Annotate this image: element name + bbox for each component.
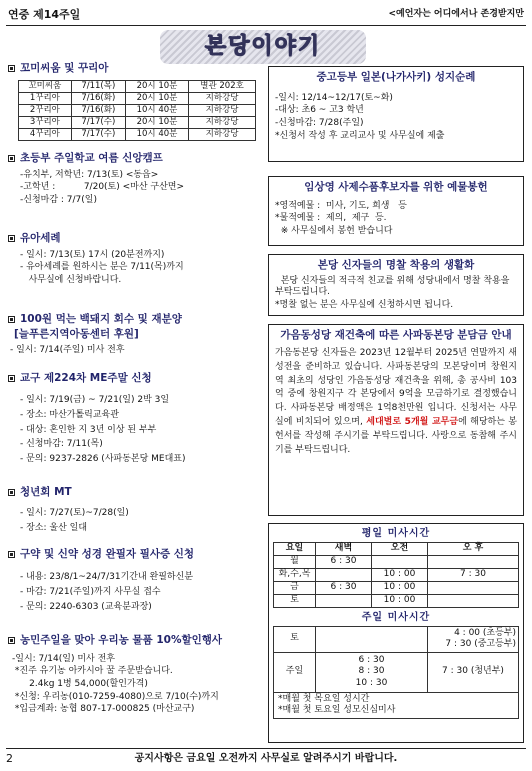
table-cell: 20시 10분 [125, 116, 188, 128]
text-line: - 일시: 7/19(금) ~ 7/21(일) 2박 3일 [20, 394, 170, 405]
header-cell: 오 후 [428, 543, 519, 556]
text-line: - 내용: 23/8/1~24/7/31기간내 완필하신분 [20, 571, 194, 582]
table-cell: 10시 40분 [125, 104, 188, 116]
section-title: 꼬미씨움 및 꾸리아 [20, 62, 109, 74]
sun-times: 6 : 30 8 : 30 10 : 30 [316, 652, 428, 692]
text-line: - 일시: 7/14(주일) 미사 전후 [10, 345, 125, 356]
box-pilgrim [268, 66, 524, 162]
box-mass-times [268, 523, 524, 743]
square-bullet-icon [8, 316, 15, 323]
page-number: 2 [6, 752, 13, 765]
table-cell [372, 555, 428, 568]
text-line: -유치부, 저학년: 7/13(토) <동읍> [20, 169, 159, 180]
table-header-row [274, 543, 519, 556]
box-body [275, 201, 517, 238]
section-title: 100원 먹는 백돼지 회수 및 재분양 [20, 313, 182, 325]
table-cell: 1꾸리아 [19, 92, 72, 104]
text-line: 2.4kg 1병 54,000(할인가격) [12, 679, 148, 690]
square-bullet-icon [8, 375, 15, 382]
table-cell [428, 594, 519, 607]
section-body [8, 250, 260, 287]
box-nametag [268, 254, 524, 316]
table-cell: 3꾸리아 [19, 116, 72, 128]
table-row [19, 128, 256, 140]
box-title: 가음동성당 재건축에 따른 사파동본당 분담금 안내 [280, 329, 512, 341]
banner [160, 30, 366, 64]
table-cell: 지하강당 [189, 116, 256, 128]
table-cell: 4꾸리아 [19, 128, 72, 140]
competition-table [18, 80, 256, 141]
box-title: 본당 신자들의 명찰 착용의 생활화 [317, 259, 475, 271]
header-divider [6, 25, 526, 26]
text-line: -대상: 초6 ~ 고3 학년 [275, 105, 364, 116]
section-rice [8, 313, 260, 358]
page-header [6, 6, 526, 26]
table-cell: 지하강당 [189, 104, 256, 116]
table-cell: 7/16(화) [71, 92, 125, 104]
table-cell: 7 : 30 [428, 568, 519, 581]
square-bullet-icon [8, 551, 15, 558]
section-title: 구약 및 신약 성경 완필자 필사증 신청 [20, 548, 195, 560]
text-line: - 신청마감: 7/11(목) [20, 439, 103, 450]
text-line: -신청마감: 7/28(주일) [275, 118, 364, 129]
text-line: ※ 사무실에서 봉헌 받습니다 [275, 226, 393, 237]
text-line: -고학년 : 7/20(토) <마산 구산면> [20, 182, 185, 193]
text-line: *영적예물 : 미사, 기도, 희생 등 [275, 200, 407, 211]
mass-notes: *매월 첫 목요일 성시간 *매월 첫 토요일 성모신심미사 [274, 692, 519, 718]
section-body [8, 654, 260, 716]
section-baptism [8, 232, 260, 288]
text-line: - 유아세례를 원하시는 분은 7/11(목)까지 [20, 262, 184, 273]
table-cell: 10시 40분 [125, 128, 188, 140]
table-row [274, 555, 519, 568]
box-rebuild [268, 324, 524, 516]
box-offering [268, 176, 524, 246]
text-line: *신청서 작성 후 교리교사 및 사무실에 제출 [275, 130, 445, 141]
header-cell: 새벽 [316, 543, 372, 556]
table-cell: 화,수,목 [274, 568, 316, 581]
section-me [8, 372, 260, 468]
section-title: 교구 제224차 ME주말 신청 [20, 372, 152, 384]
section-camp [8, 152, 260, 208]
section-body [8, 345, 260, 357]
table-cell: 7/16(화) [71, 104, 125, 116]
text-line: 본당 신자들의 적극적 친교를 위해 성당내에서 명찰 착용을 부탁드립니다. [275, 275, 513, 298]
table-cell: 6 : 30 [316, 555, 372, 568]
sun-evening: 7 : 30 (청년부) [428, 652, 519, 692]
table-row [274, 581, 519, 594]
table-cell: 20시 10분 [125, 92, 188, 104]
table-cell: 별관 202호 [189, 80, 256, 92]
sun-label: 주일 [274, 652, 316, 692]
section-body [8, 394, 260, 468]
text-line: - 일시: 7/13(토) 17시 (20분전까지) [20, 249, 165, 260]
box-title: 중고등부 일본(나가사키) 성지순례 [316, 71, 476, 83]
table-cell: 6 : 30 [316, 581, 372, 594]
text-line: - 문의: 9237-2826 (사파동본당 ME대표) [20, 454, 186, 465]
table-cell: 10 : 00 [372, 594, 428, 607]
section-competition [8, 62, 260, 141]
text-line: *물적예물 : 제의, 제구 등. [275, 213, 387, 224]
section-title: 초등부 주일학교 여름 신앙캠프 [20, 152, 163, 164]
table-cell: 금 [274, 581, 316, 594]
text-line: *진주 유기농 아카시아 꿀 주문받습니다. [12, 666, 173, 677]
header-cell: 오전 [372, 543, 428, 556]
section-farm [8, 634, 260, 717]
section-body [8, 507, 260, 536]
square-bullet-icon [8, 489, 15, 496]
table-row [19, 80, 256, 92]
motto: <예언자는 어디에서나 존경받지만 [388, 9, 524, 19]
box-body [275, 276, 517, 312]
section-title: 유아세례 [20, 232, 61, 244]
text-line: -일시: 12/14~12/17(토~화) [275, 92, 393, 103]
table-cell: 7/11(목) [71, 80, 125, 92]
table-cell: 7/17(수) [71, 116, 125, 128]
section-youth [8, 486, 260, 537]
text-line: - 대상: 혼인한 지 3년 이상 된 부부 [20, 424, 157, 435]
week-title: 연중 제14주일 [8, 8, 81, 21]
square-bullet-icon [8, 235, 15, 242]
table-row [19, 116, 256, 128]
text-line: -신청마감 : 7/7(일) [20, 195, 97, 206]
square-bullet-icon [8, 65, 15, 72]
text-line: - 장소: 마산가톨릭교육관 [20, 409, 119, 420]
square-bullet-icon [8, 155, 15, 162]
table-row [19, 104, 256, 116]
table-row [19, 92, 256, 104]
section-body [8, 170, 260, 207]
table-cell: 20시 10분 [125, 80, 188, 92]
highlight-text: 세대별로 5개월 교무금 [366, 417, 459, 428]
section-title: 청년회 MT [20, 486, 72, 498]
weekday-mass-title: 평일 미사시간 [361, 528, 431, 539]
sat-label: 토 [274, 626, 316, 652]
table-row [274, 568, 519, 581]
section-title: 농민주일을 맞아 우리농 물품 10%할인행사 [20, 634, 223, 646]
table-cell [316, 594, 372, 607]
header-cell: 요일 [274, 543, 316, 556]
table-cell: 지하강당 [189, 128, 256, 140]
table-cell: 2꾸리아 [19, 104, 72, 116]
text-line: - 일시: 7/27(토)~7/28(일) [20, 507, 129, 518]
text-line: *입금계좌: 농협 807-17-000825 (마산교구) [12, 704, 195, 715]
text-line: *신청: 우리농(010-7259-4080)으로 7/10(수)까지 [12, 691, 219, 702]
banner-title: 본당이야기 [204, 33, 322, 59]
table-cell: 토 [274, 594, 316, 607]
box-body [275, 93, 517, 143]
footer-notice: 공지사항은 금요일 오전까지 사무실로 알려주시기 바랍니다. [134, 753, 398, 764]
table-cell: 7/17(수) [71, 128, 125, 140]
section-body [8, 570, 260, 615]
table-cell: 월 [274, 555, 316, 568]
sat-times: 4 : 00 (초등부) 7 : 30 (중고등부) [428, 626, 519, 652]
footer-divider [6, 748, 526, 749]
text-line: 사무실에 신청바랍니다. [20, 275, 122, 286]
box-body: 가음동본당 신자들은 2023년 12월부터 2025년 연말까지 새 성전을 준비하고 있습니다. 사파동본당의 모본당이며 창원지역 최초의 성당인 가음동성당 재건축을 위해, 총 공사비 103억 중에 창원지구 각 본당에서 9억을 모금하기로 결정했습니다. 사파동본당 배정액은 1억8천만원 입니다. 신청서는 사무실에 비치되어 있으며, 세대별로 5개월 교무금에 해당하는 봉헌서를 작성해 주시기를 부탁드립니다. 사랑으로 동참해 주시기를 부탁드립니다. [275, 347, 517, 456]
table-cell: 10 : 00 [372, 568, 428, 581]
table-cell [428, 555, 519, 568]
table-row [274, 594, 519, 607]
square-bullet-icon [8, 637, 15, 644]
table-cell: 지하강당 [189, 92, 256, 104]
section-subtitle: [늘푸른지역아동센터 후원] [14, 327, 139, 340]
text-line: - 마감: 7/21(주일)까지 사무실 접수 [20, 587, 161, 598]
sunday-mass-table [273, 626, 519, 719]
text-line: - 문의: 2240-6303 (교육분과장) [20, 602, 152, 613]
table-cell [316, 568, 372, 581]
section-bible [8, 548, 260, 616]
sunday-mass-title: 주일 미사시간 [361, 611, 431, 623]
text-line: *명찰 없는 분은 사무실에 신청하시면 됩니다. [275, 300, 454, 311]
box-title: 임상영 사제수품후보자를 위한 예물봉헌 [304, 181, 488, 193]
table-cell: 꼬미씨움 [19, 80, 72, 92]
table-cell: 10 : 00 [372, 581, 428, 594]
table-cell [428, 581, 519, 594]
weekday-mass-table [273, 542, 519, 608]
text-line: - 장소: 울산 일대 [20, 522, 88, 533]
text-line: -일시: 7/14(일) 미사 전후 [12, 653, 115, 664]
